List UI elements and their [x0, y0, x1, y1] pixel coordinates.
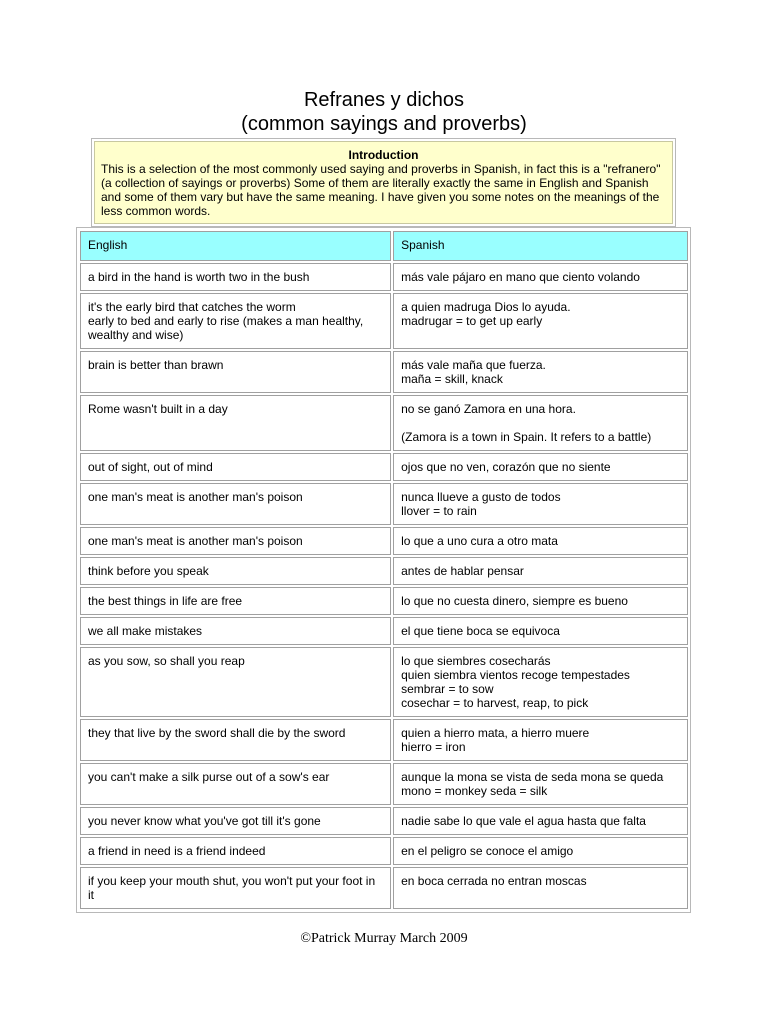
cell-line: the best things in life are free [88, 594, 243, 608]
header-spanish: Spanish [393, 231, 688, 261]
cell-line: Rome wasn't built in a day [88, 402, 228, 416]
cell-line: cosechar = to harvest, reap, to pick [401, 696, 589, 710]
cell-line: lo que no cuesta dinero, siempre es bueno [401, 594, 628, 608]
cell-line: maña = skill, knack [401, 372, 503, 386]
cell-line: en boca cerrada no entran moscas [401, 874, 587, 888]
spanish-cell [393, 395, 688, 451]
spanish-cell [393, 557, 688, 585]
cell-line: one man's meat is another man's poison [88, 490, 303, 504]
table-row [80, 453, 688, 481]
cell-line: lo que siembres cosecharás [401, 654, 551, 668]
spanish-cell [393, 763, 688, 805]
cell-line: they that live by the sword shall die by the sword [88, 726, 346, 740]
spanish-cell [393, 647, 688, 717]
english-cell [80, 527, 391, 555]
english-cell [80, 647, 391, 717]
english-cell [80, 719, 391, 761]
english-cell [80, 617, 391, 645]
spanish-cell [393, 617, 688, 645]
header-english: English [80, 231, 391, 261]
spanish-cell [393, 263, 688, 291]
cell-line: a friend in need is a friend indeed [88, 844, 266, 858]
copyright-footer: ©Patrick Murray March 2009 [300, 931, 468, 946]
cell-line: madrugar = to get up early [401, 314, 543, 328]
table-row [80, 395, 688, 451]
spanish-cell [393, 867, 688, 909]
proverbs-table-body [80, 231, 688, 909]
cell-line: antes de hablar pensar [401, 564, 524, 578]
cell-line: en el peligro se conoce el amigo [401, 844, 574, 858]
intro-panel [94, 141, 673, 224]
english-cell [80, 837, 391, 865]
table-row [80, 293, 688, 349]
title-line-2: (common sayings and proverbs) [241, 113, 527, 135]
cell-line: you never know what you've got till it's gone [88, 814, 321, 828]
english-cell [80, 395, 391, 451]
english-cell [80, 263, 391, 291]
cell-line: lo que a uno cura a otro mata [401, 534, 558, 548]
table-row [80, 263, 688, 291]
cell-line: a bird in the hand is worth two in the bush [88, 270, 310, 284]
cell-line: hierro = iron [401, 740, 466, 754]
cell-line: sembrar = to sow [401, 682, 494, 696]
table-row [80, 719, 688, 761]
cell-line: llover = to rain [401, 504, 477, 518]
title-line-1: Refranes y dichos [303, 89, 465, 111]
intro-box [91, 138, 676, 227]
cell-line: early to bed and early to rise (makes a man healthy, wealthy and wise) [88, 314, 364, 342]
table-row [80, 587, 688, 615]
proverbs-table [78, 229, 690, 911]
cell-line: aunque la mona se vista de seda mona se queda [401, 770, 664, 784]
spanish-cell [393, 453, 688, 481]
table-row [80, 807, 688, 835]
table-row [80, 351, 688, 393]
table-row [80, 763, 688, 805]
cell-line: it's the early bird that catches the worm [88, 300, 296, 314]
english-cell [80, 351, 391, 393]
cell-line: más vale maña que fuerza. [401, 358, 546, 372]
intro-text: This is a selection of the most commonly used saying and proverbs in Spanish, in fact this is a "refranero" (a collection of sayings or proverbs) Some of them are literally exactly the same in English and Spanish and some of them vary but have the same meaning. I have given you some notes on the meanings of the less common words. [101, 162, 661, 218]
cell-line: nunca llueve a gusto de todos [401, 490, 561, 504]
cell-line: (Zamora is a town in Spain. It refers to a battle) [401, 430, 652, 444]
table-row [80, 837, 688, 865]
cell-line: if you keep your mouth shut, you won't put your foot in it [88, 874, 376, 902]
cell-line: el que tiene boca se equivoca [401, 624, 560, 638]
cell-line: one man's meat is another man's poison [88, 534, 303, 548]
cell-line: we all make mistakes [88, 624, 203, 638]
cell-line: think before you speak [88, 564, 209, 578]
cell-line: ojos que no ven, corazón que no siente [401, 460, 611, 474]
spanish-cell [393, 527, 688, 555]
cell-line: you can't make a silk purse out of a sow's ear [88, 770, 330, 784]
page-title [0, 88, 768, 136]
spanish-cell [393, 293, 688, 349]
table-header-row [80, 231, 688, 261]
table-row [80, 647, 688, 717]
table-row [80, 483, 688, 525]
english-cell [80, 807, 391, 835]
english-cell [80, 293, 391, 349]
spanish-cell [393, 807, 688, 835]
spanish-cell [393, 719, 688, 761]
spanish-cell [393, 483, 688, 525]
cell-line: no se ganó Zamora en una hora. [401, 402, 576, 416]
cell-line: más vale pájaro en mano que ciento volando [401, 270, 640, 284]
table-row [80, 617, 688, 645]
table-row [80, 557, 688, 585]
cell-line: a quien madruga Dios lo ayuda. [401, 300, 571, 314]
cell-line: quien a hierro mata, a hierro muere [401, 726, 590, 740]
spanish-cell [393, 837, 688, 865]
table-row [80, 527, 688, 555]
cell-line: quien siembra vientos recoge tempestades [401, 668, 630, 682]
intro-heading: Introduction [348, 148, 419, 162]
english-cell [80, 763, 391, 805]
english-cell [80, 867, 391, 909]
english-cell [80, 587, 391, 615]
cell-line: as you sow, so shall you reap [88, 654, 245, 668]
cell-line: nadie sabe lo que vale el agua hasta que falta [401, 814, 646, 828]
table-row [80, 867, 688, 909]
spanish-cell [393, 351, 688, 393]
cell-line: out of sight, out of mind [88, 460, 213, 474]
english-cell [80, 453, 391, 481]
cell-line [401, 416, 681, 430]
proverbs-table-wrapper [76, 227, 691, 913]
english-cell [80, 557, 391, 585]
cell-line: mono = monkey seda = silk [401, 784, 548, 798]
spanish-cell [393, 587, 688, 615]
english-cell [80, 483, 391, 525]
cell-line: brain is better than brawn [88, 358, 224, 372]
